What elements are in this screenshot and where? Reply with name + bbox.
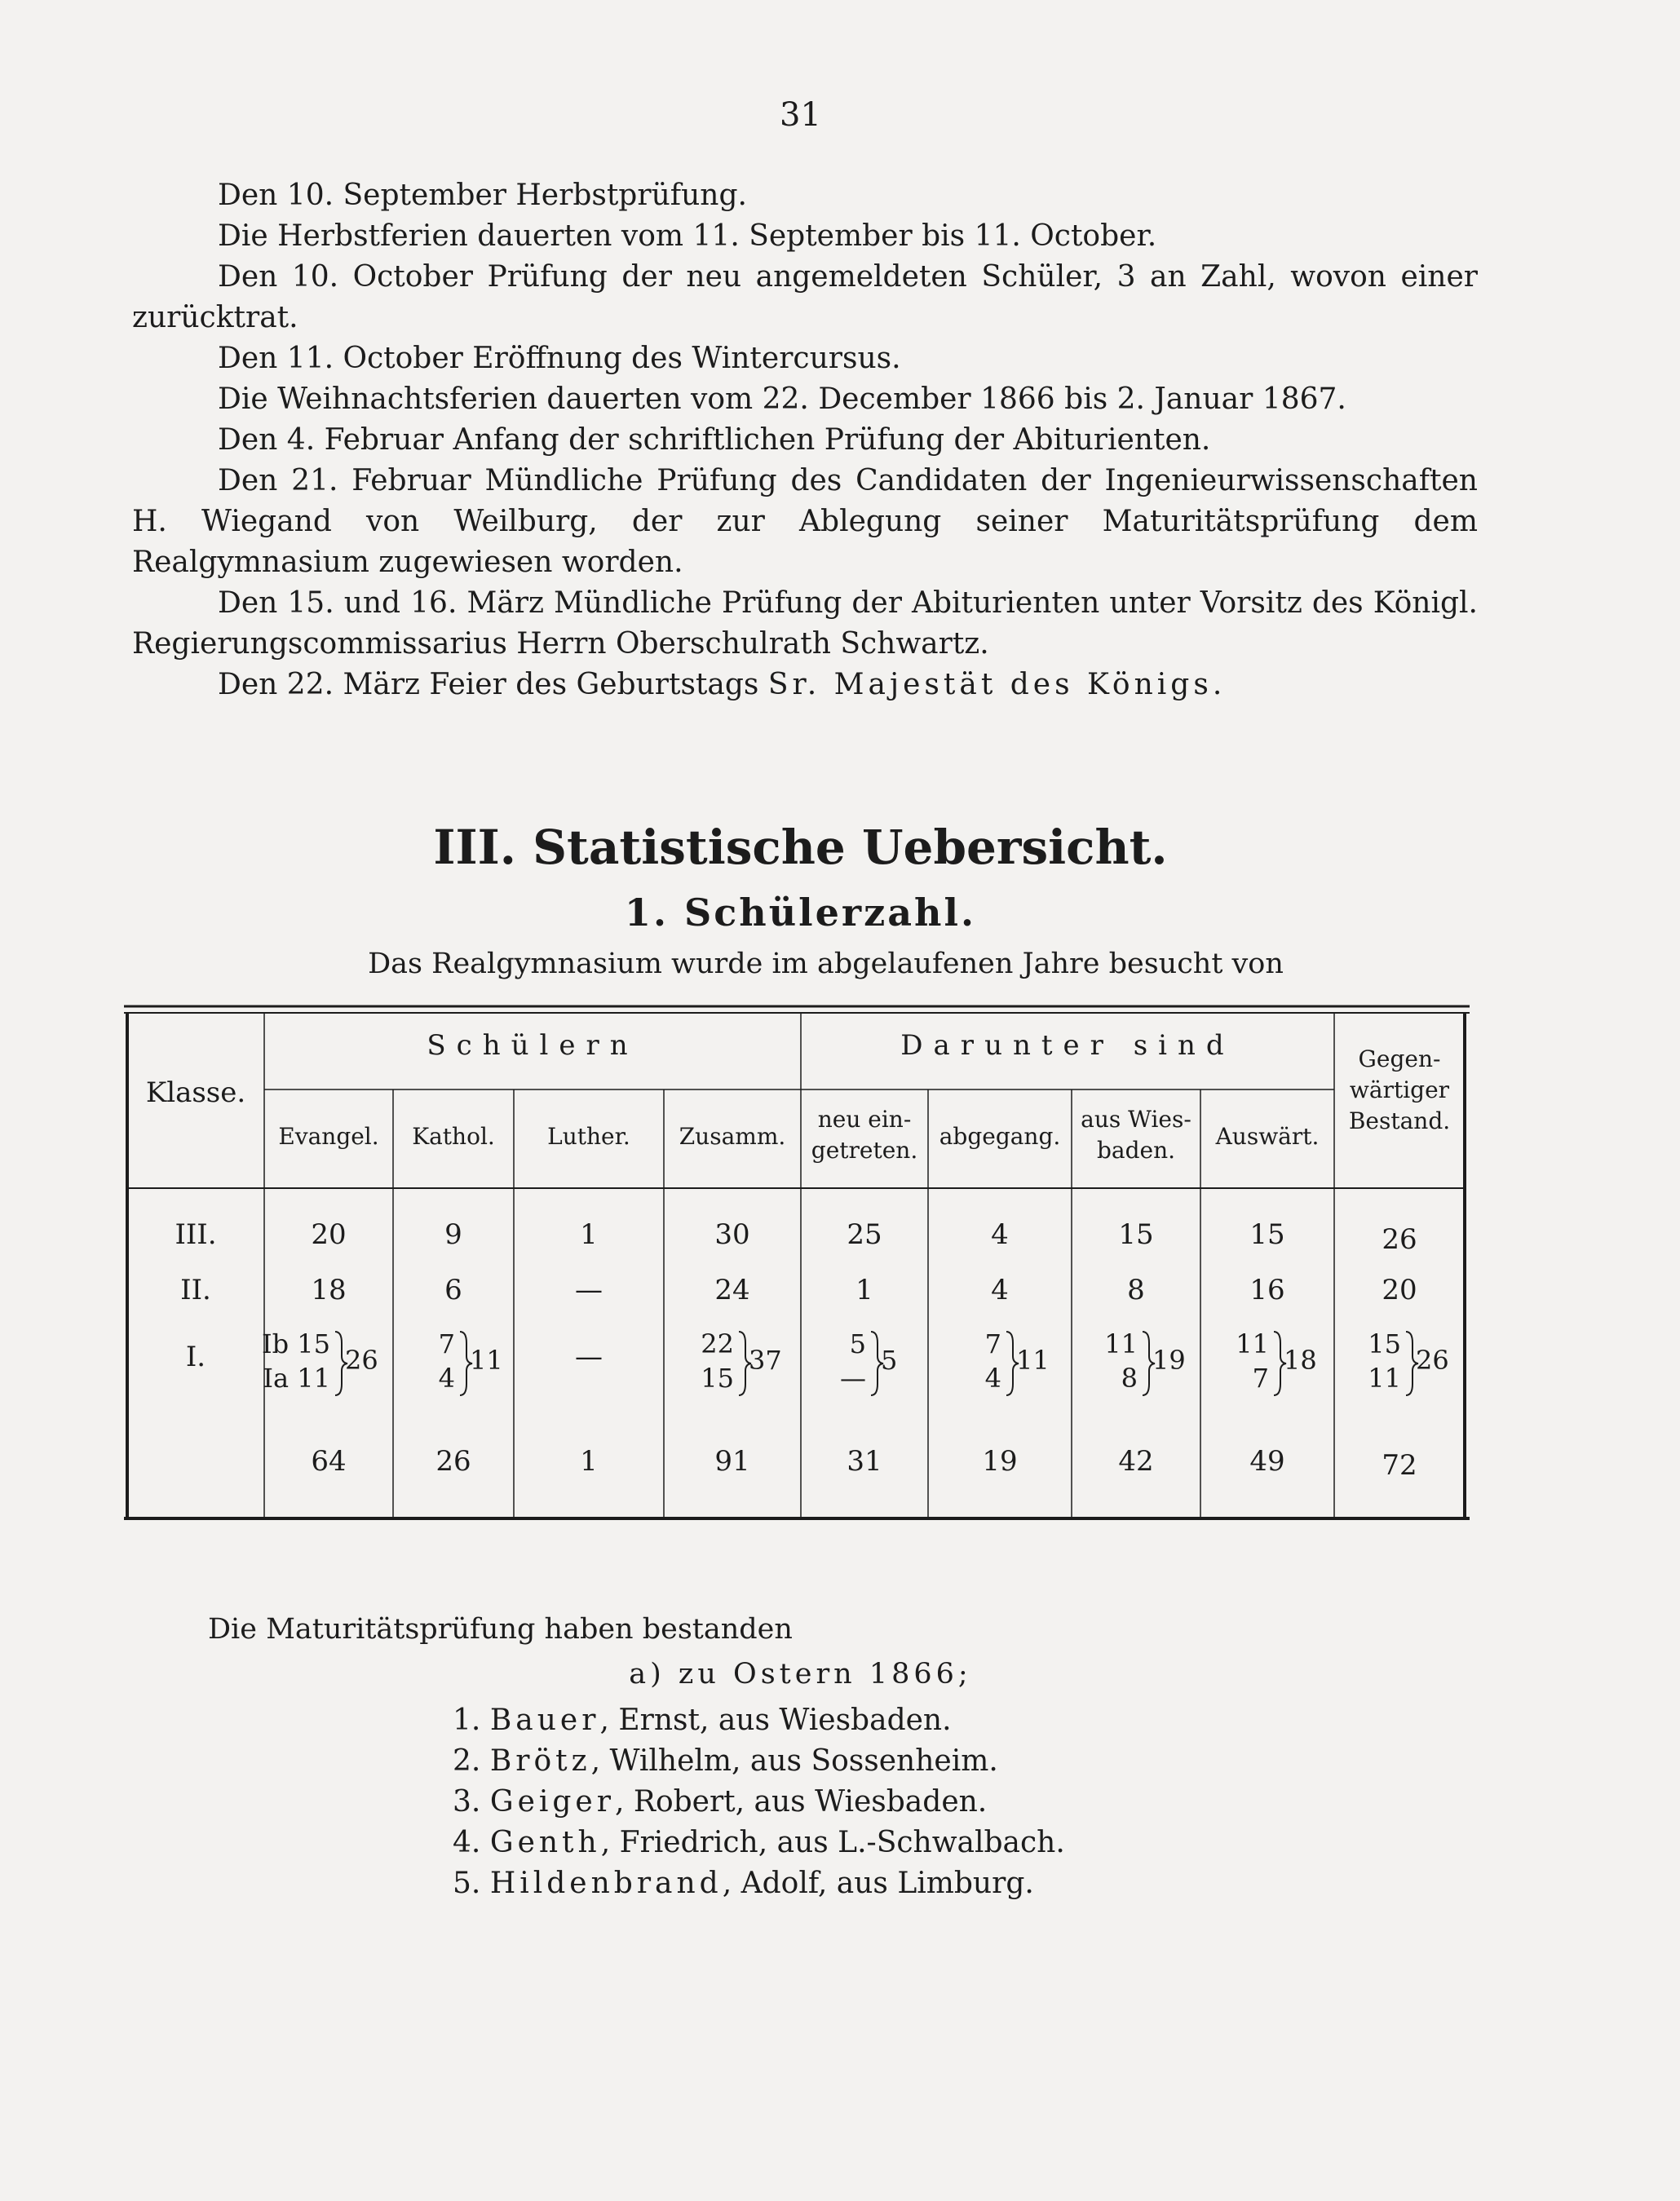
header-neu bbox=[801, 1104, 928, 1166]
entry-rest: , Adolf, aus Limburg. bbox=[722, 1867, 1034, 1900]
row-i-evangel-total: 26 bbox=[345, 1345, 378, 1376]
entry-name: Geiger bbox=[489, 1785, 615, 1819]
row-i-wiesbaden-bottom: 8 bbox=[1121, 1363, 1138, 1394]
row-iii-abgegang: 4 bbox=[991, 1218, 1009, 1251]
total-luther: 1 bbox=[580, 1445, 598, 1478]
brace-icon bbox=[1005, 1327, 1021, 1400]
sub-heading: 1. Schülerzahl. bbox=[625, 891, 976, 935]
section-heading: III. Statistische Uebersicht. bbox=[433, 820, 1168, 875]
maturity-intro: Die Maturitätsprüfung haben bestanden bbox=[208, 1613, 793, 1646]
row-i-zusamm-bottom: 15 bbox=[701, 1363, 734, 1394]
table-caption: Das Realgymnasium wurde im abgelaufenen Jahre besucht von bbox=[368, 948, 1284, 980]
entry-number: 1. bbox=[453, 1704, 481, 1737]
row-i-evangel bbox=[261, 1327, 393, 1400]
row-i-auswaert-total: 18 bbox=[1284, 1345, 1317, 1376]
row-i-auswaert bbox=[1200, 1327, 1334, 1400]
brace-icon bbox=[334, 1327, 350, 1400]
header-neu-1: neu ein- bbox=[817, 1106, 912, 1133]
entry-number: 4. bbox=[453, 1826, 481, 1859]
total-neu: 31 bbox=[847, 1445, 882, 1478]
total-wiesbaden: 42 bbox=[1118, 1445, 1154, 1478]
entry-rest: , Friedrich, aus L.-Schwalbach. bbox=[600, 1826, 1065, 1859]
entry-number: 5. bbox=[453, 1867, 481, 1900]
entry-rest: , Ernst, aus Wiesbaden. bbox=[599, 1704, 952, 1737]
row-iii-luther: 1 bbox=[580, 1218, 598, 1251]
total-evangel: 64 bbox=[311, 1445, 347, 1478]
row-i-bestand-top: 15 bbox=[1368, 1328, 1401, 1359]
brace-icon bbox=[1141, 1327, 1157, 1400]
brace-icon bbox=[458, 1327, 475, 1400]
paragraph: Den 15. und 16. März Mündliche Prüfung der Abiturienten unter Vorsitz des Königl. Regierungscommissarius Herrn Oberschulrath Schwartz. bbox=[132, 586, 1478, 661]
maturity-entry bbox=[453, 1741, 1065, 1782]
row-i-kathol-bottom: 4 bbox=[438, 1363, 455, 1394]
row-i-evangel-top: Ib 15 bbox=[261, 1328, 330, 1359]
entry-number: 3. bbox=[453, 1785, 481, 1819]
maturity-subheading-text: a) zu Ostern 1866; bbox=[629, 1658, 972, 1691]
maturity-entry bbox=[453, 1782, 1065, 1823]
brace-icon bbox=[869, 1327, 886, 1400]
entry-name: Brötz bbox=[489, 1744, 591, 1778]
row-i-zusamm-total: 37 bbox=[749, 1345, 782, 1376]
row-ii-bestand: 20 bbox=[1382, 1274, 1417, 1306]
paragraph: Den 10. October Prüfung der neu angemeldeten Schüler, 3 an Zahl, wovon einer zurücktrat. bbox=[132, 260, 1478, 334]
row-i-abgegang-total: 11 bbox=[1016, 1345, 1050, 1376]
header-zusamm: Zusamm. bbox=[679, 1123, 786, 1150]
header-wiesbaden bbox=[1072, 1104, 1200, 1166]
header-bestand-1: Gegen- bbox=[1358, 1045, 1441, 1072]
row-i-kathol bbox=[393, 1327, 514, 1400]
total-kathol: 26 bbox=[435, 1445, 471, 1478]
header-luther: Luther. bbox=[547, 1123, 630, 1150]
chronicle-text bbox=[132, 175, 1478, 705]
row-i-klasse: I. bbox=[185, 1341, 206, 1373]
header-schuelern: Schülern bbox=[427, 1029, 639, 1062]
row-i-neu bbox=[801, 1327, 928, 1400]
row-ii-auswaert: 16 bbox=[1249, 1274, 1285, 1306]
maturity-entry bbox=[453, 1823, 1065, 1863]
row-ii-neu: 1 bbox=[855, 1274, 873, 1306]
header-bestand-2: wärtiger bbox=[1349, 1076, 1450, 1103]
header-wiesbaden-2: baden. bbox=[1096, 1137, 1176, 1164]
total-auswaert: 49 bbox=[1249, 1445, 1285, 1478]
row-ii-kathol: 6 bbox=[444, 1274, 462, 1306]
header-kathol: Kathol. bbox=[412, 1123, 495, 1150]
row-iii-neu: 25 bbox=[847, 1218, 882, 1251]
statistics-table bbox=[124, 1005, 1470, 1527]
row-ii-luther: — bbox=[575, 1274, 603, 1306]
row-i-abgegang bbox=[928, 1327, 1072, 1400]
entry-name: Hildenbrand bbox=[489, 1867, 723, 1900]
maturity-list bbox=[453, 1700, 1065, 1904]
row-iii-zusamm: 30 bbox=[714, 1218, 750, 1251]
row-i-evangel-bottom: Ia 11 bbox=[263, 1363, 330, 1394]
paragraph: Die Herbstferien dauerten vom 11. September bis 11. October. bbox=[218, 219, 1157, 253]
row-iii-kathol: 9 bbox=[444, 1218, 462, 1251]
row-i-kathol-top: 7 bbox=[438, 1328, 455, 1359]
header-bestand bbox=[1334, 1044, 1465, 1137]
header-auswaert: Auswärt. bbox=[1215, 1123, 1320, 1150]
paragraph-birthday bbox=[132, 665, 1478, 705]
total-zusamm: 91 bbox=[714, 1445, 750, 1478]
birthday-suffix: . bbox=[1212, 668, 1222, 701]
row-i-bestand-total: 26 bbox=[1416, 1345, 1449, 1376]
row-i-abgegang-bottom: 4 bbox=[984, 1363, 1001, 1394]
row-i-kathol-total: 11 bbox=[470, 1345, 503, 1376]
entry-number: 2. bbox=[453, 1744, 481, 1778]
entry-rest: , Robert, aus Wiesbaden. bbox=[614, 1785, 988, 1819]
header-klasse: Klasse. bbox=[145, 1076, 246, 1109]
birthday-prefix: Den 22. März Feier des Geburtstags bbox=[218, 668, 768, 701]
paragraph: Den 10. September Herbstprüfung. bbox=[218, 179, 747, 212]
maturity-subheading bbox=[0, 1658, 1601, 1691]
maturity-entry bbox=[453, 1700, 1065, 1741]
row-i-zusamm-top: 22 bbox=[701, 1328, 734, 1359]
total-bestand: 72 bbox=[1382, 1449, 1417, 1482]
maturity-entry bbox=[453, 1863, 1065, 1904]
row-ii-evangel: 18 bbox=[311, 1274, 347, 1306]
row-iii-wiesbaden: 15 bbox=[1118, 1218, 1154, 1251]
header-abgegang: abgegang. bbox=[939, 1123, 1061, 1150]
row-i-neu-top: 5 bbox=[849, 1328, 866, 1359]
row-iii-bestand: 26 bbox=[1382, 1223, 1417, 1256]
row-i-wiesbaden-total: 19 bbox=[1152, 1345, 1186, 1376]
row-i-neu-total: 5 bbox=[881, 1345, 898, 1376]
paragraph: Den 4. Februar Anfang der schriftlichen Prüfung der Abiturienten. bbox=[218, 423, 1211, 457]
brace-icon bbox=[737, 1327, 754, 1400]
row-i-auswaert-top: 11 bbox=[1236, 1328, 1269, 1359]
row-ii-abgegang: 4 bbox=[991, 1274, 1009, 1306]
entry-name: Genth bbox=[489, 1826, 601, 1859]
paragraph: Den 21. Februar Mündliche Prüfung des Candidaten der Ingenieurwissenschaften H. Wiegand von Weilburg, der zur Ablegung seiner Maturitätsprüfung dem Realgymnasium zugewiesen worden. bbox=[132, 464, 1478, 579]
row-iii-evangel: 20 bbox=[311, 1218, 347, 1251]
header-darunter: Darunter sind bbox=[900, 1029, 1235, 1062]
row-i-auswaert-bottom: 7 bbox=[1252, 1363, 1269, 1394]
row-iii-klasse: III. bbox=[175, 1218, 217, 1251]
row-i-wiesbaden bbox=[1072, 1327, 1200, 1400]
row-ii-zusamm: 24 bbox=[714, 1274, 750, 1306]
row-iii-auswaert: 15 bbox=[1249, 1218, 1285, 1251]
total-abgegang: 19 bbox=[982, 1445, 1018, 1478]
entry-rest: , Wilhelm, aus Sossenheim. bbox=[590, 1744, 998, 1778]
row-i-abgegang-top: 7 bbox=[984, 1328, 1001, 1359]
header-neu-2: getreten. bbox=[811, 1137, 918, 1164]
birthday-spaced: Sr. Majestät des Königs bbox=[767, 668, 1213, 701]
header-bestand-3: Bestand. bbox=[1348, 1107, 1451, 1134]
brace-icon bbox=[1272, 1327, 1289, 1400]
row-i-neu-bottom: — bbox=[840, 1363, 866, 1394]
row-ii-klasse: II. bbox=[180, 1274, 211, 1306]
row-i-luther: — bbox=[575, 1341, 603, 1373]
row-i-bestand-bottom: 11 bbox=[1368, 1363, 1401, 1394]
page-number: 31 bbox=[780, 96, 821, 134]
paragraph: Den 11. October Eröffnung des Wintercursus. bbox=[218, 342, 901, 375]
entry-name: Bauer bbox=[489, 1704, 600, 1737]
header-wiesbaden-1: aus Wies- bbox=[1081, 1106, 1191, 1133]
header-evangel: Evangel. bbox=[278, 1123, 379, 1150]
paragraph: Die Weihnachtsferien dauerten vom 22. December 1866 bis 2. Januar 1867. bbox=[218, 382, 1346, 416]
row-ii-wiesbaden: 8 bbox=[1127, 1274, 1145, 1306]
row-i-bestand bbox=[1334, 1327, 1465, 1400]
row-i-wiesbaden-top: 11 bbox=[1104, 1328, 1138, 1359]
brace-icon bbox=[1404, 1327, 1421, 1400]
row-i-zusamm bbox=[664, 1327, 801, 1400]
